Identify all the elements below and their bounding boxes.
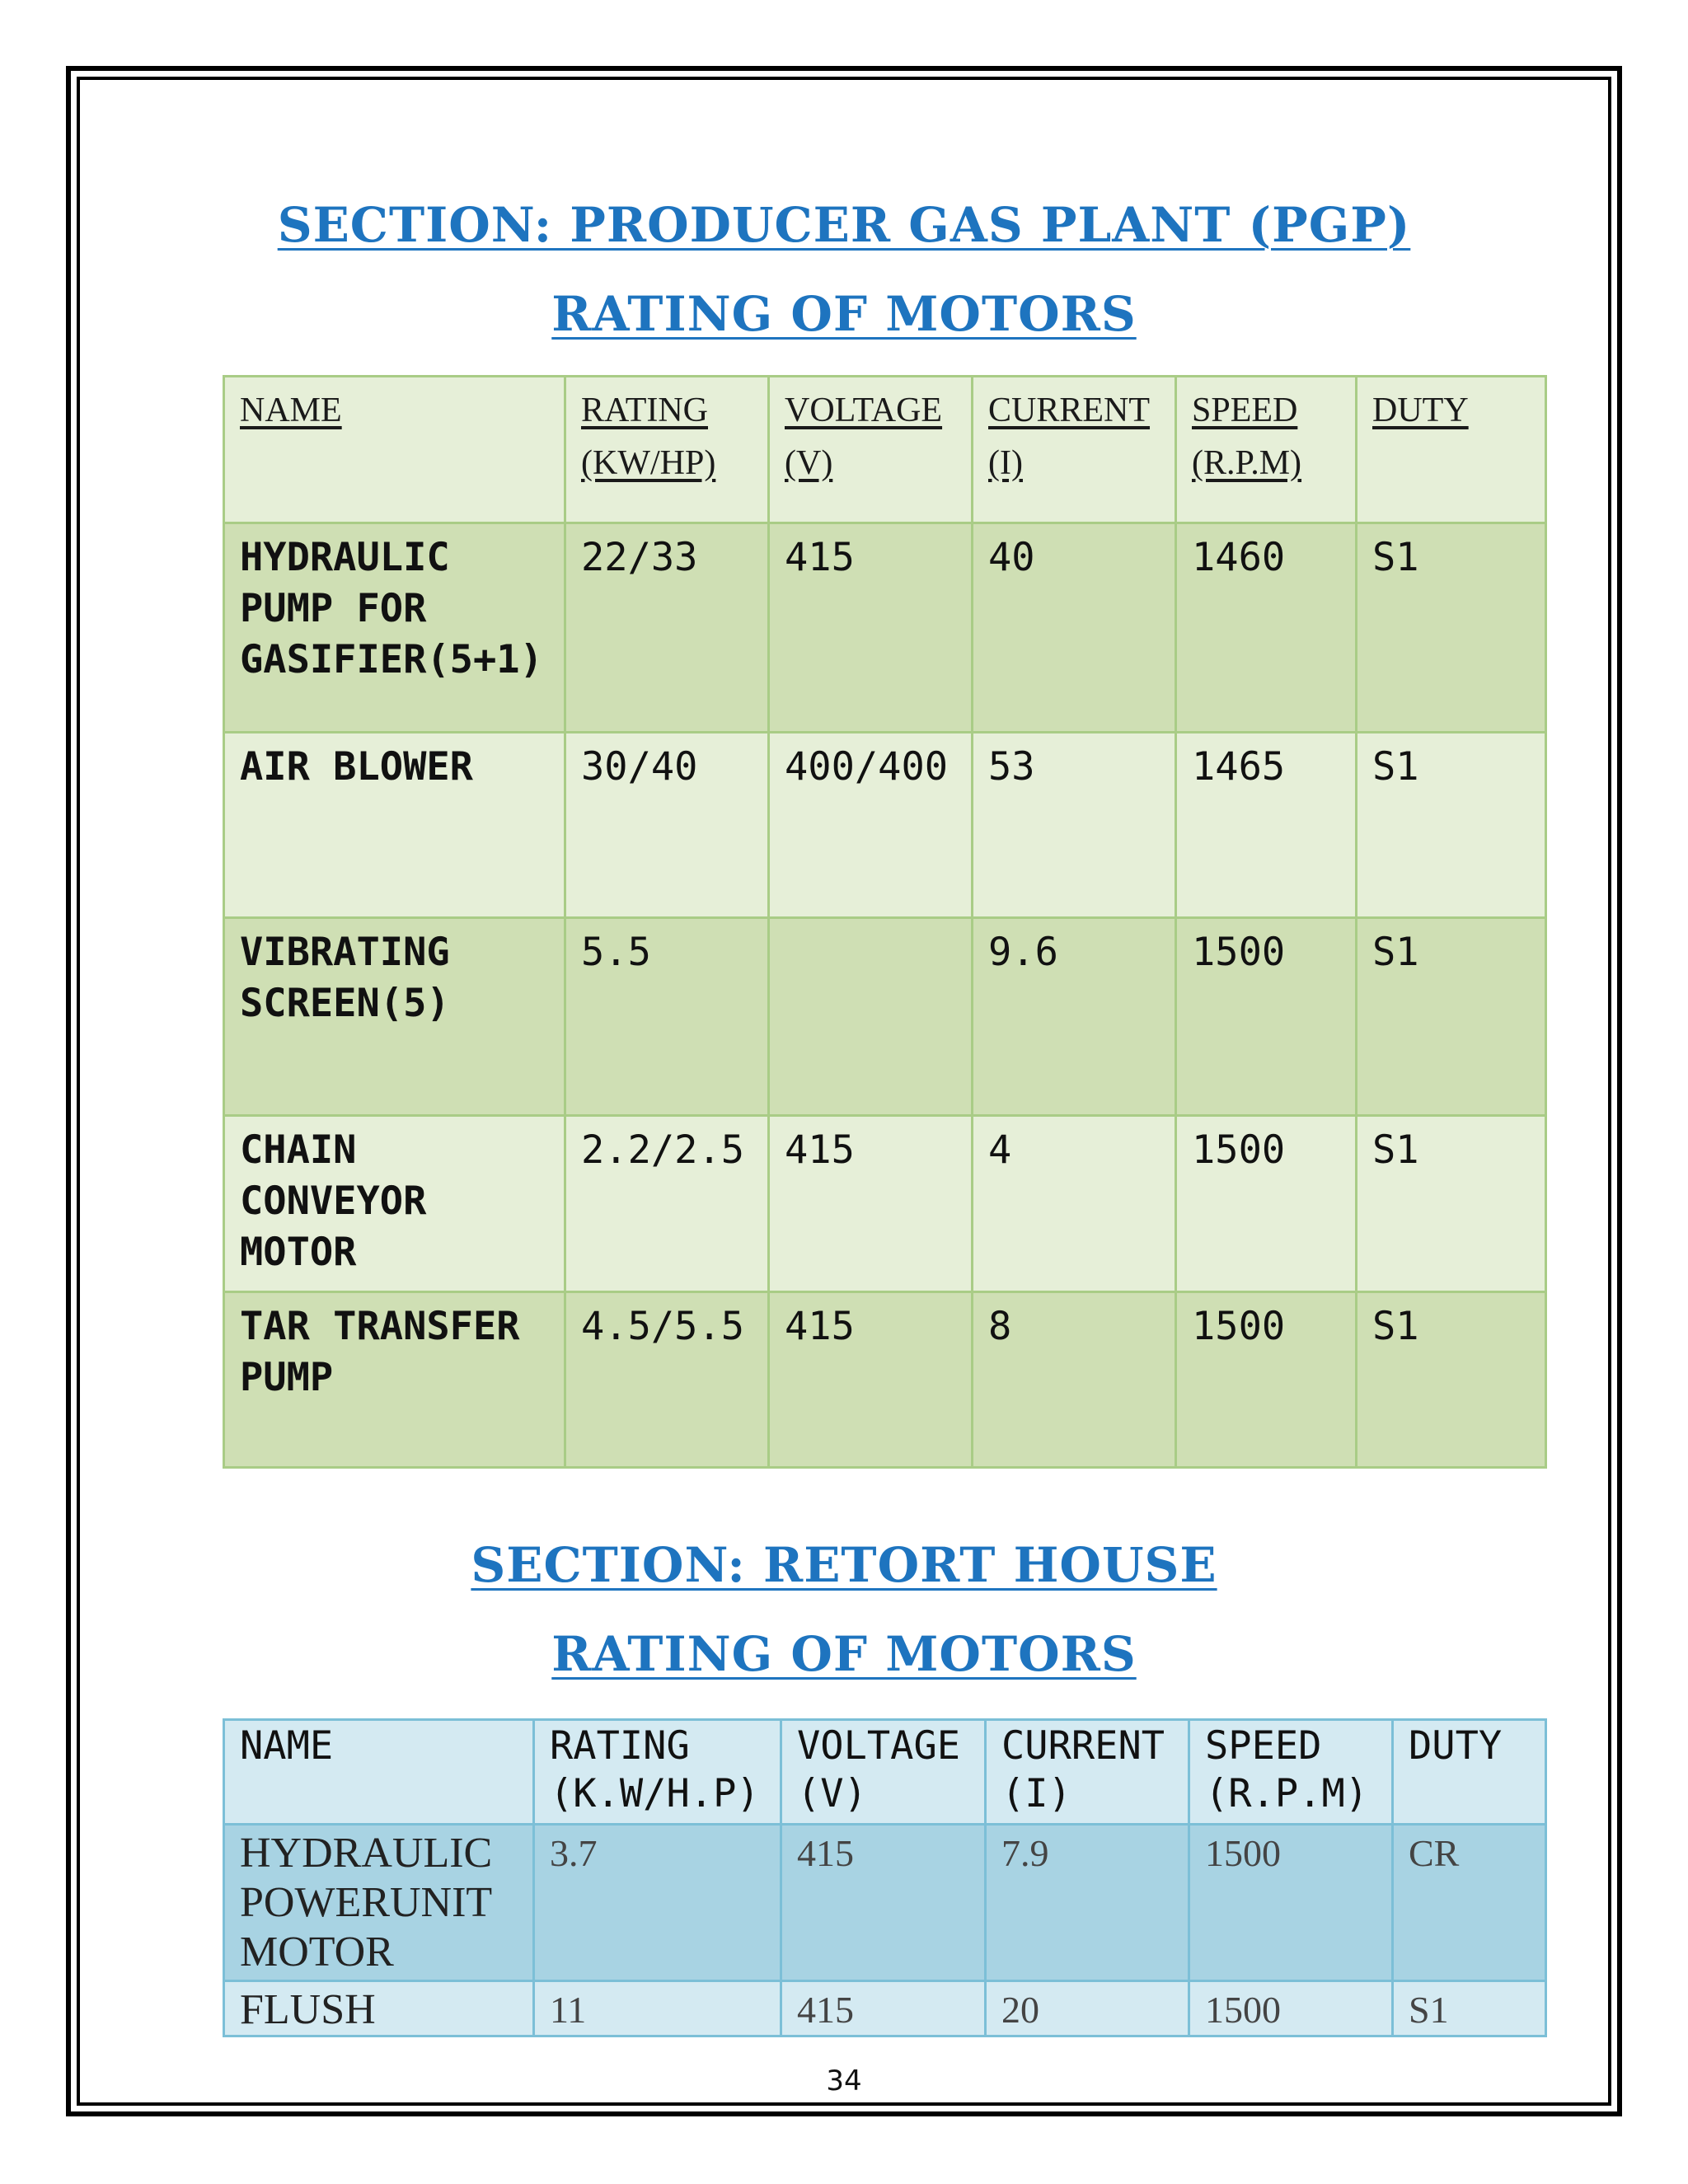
cell-voltage: 415 bbox=[769, 1292, 973, 1468]
cell-current: 9.6 bbox=[973, 918, 1176, 1116]
table-header-row bbox=[224, 377, 1546, 523]
retort-motor-table bbox=[223, 1718, 1547, 2037]
cell-voltage: 415 bbox=[781, 1825, 986, 1981]
cell-rating: 3.7 bbox=[534, 1825, 781, 1981]
cell-rating: 11 bbox=[534, 1981, 781, 2036]
header-duty: DUTY bbox=[1357, 377, 1546, 523]
cell-voltage: 415 bbox=[769, 1116, 973, 1292]
cell-current: 4 bbox=[973, 1116, 1176, 1292]
cell-name: TAR TRANSFER PUMP bbox=[224, 1292, 565, 1468]
cell-speed: 1500 bbox=[1176, 918, 1357, 1116]
header-current: CURRENT (I) bbox=[973, 377, 1176, 523]
cell-speed: 1465 bbox=[1176, 733, 1357, 918]
cell-voltage: 415 bbox=[769, 523, 973, 733]
cell-name: HYDRAULIC POWERUNIT MOTOR bbox=[224, 1825, 534, 1981]
header-current: CURRENT (I) bbox=[986, 1720, 1189, 1825]
header-speed: SPEED (R.P.M) bbox=[1176, 377, 1357, 523]
cell-current: 40 bbox=[973, 523, 1176, 733]
cell-current: 20 bbox=[986, 1981, 1189, 2036]
cell-rating: 30/40 bbox=[565, 733, 769, 918]
table-header-row bbox=[224, 1720, 1546, 1825]
cell-rating: 5.5 bbox=[565, 918, 769, 1116]
table-row bbox=[224, 1292, 1546, 1468]
section2-subtitle: RATING OF MOTORS bbox=[551, 1626, 1137, 1682]
cell-rating: 4.5/5.5 bbox=[565, 1292, 769, 1468]
cell-duty: S1 bbox=[1357, 1292, 1546, 1468]
table-row bbox=[224, 1825, 1546, 1981]
cell-voltage bbox=[769, 918, 973, 1116]
cell-rating: 22/33 bbox=[565, 523, 769, 733]
cell-name: HYDRAULIC PUMP FOR GASIFIER(5+1) bbox=[224, 523, 565, 733]
cell-speed: 1500 bbox=[1176, 1292, 1357, 1468]
cell-name: VIBRATING SCREEN(5) bbox=[224, 918, 565, 1116]
table-row bbox=[224, 523, 1546, 733]
page-number: 34 bbox=[826, 2064, 862, 2097]
cell-name: FLUSH bbox=[224, 1981, 534, 2036]
cell-current: 7.9 bbox=[986, 1825, 1189, 1981]
header-rating: RATING (KW/HP) bbox=[565, 377, 769, 523]
cell-duty: S1 bbox=[1357, 918, 1546, 1116]
table-row bbox=[224, 1981, 1546, 2036]
pgp-motor-table bbox=[223, 375, 1547, 1469]
cell-duty: S1 bbox=[1357, 523, 1546, 733]
header-name: NAME bbox=[224, 1720, 534, 1825]
section2-title: SECTION: RETORT HOUSE bbox=[471, 1537, 1217, 1593]
table-row bbox=[224, 1116, 1546, 1292]
table-row bbox=[224, 918, 1546, 1116]
cell-duty: CR bbox=[1393, 1825, 1546, 1981]
table-row bbox=[224, 733, 1546, 918]
cell-name: AIR BLOWER bbox=[224, 733, 565, 918]
cell-speed: 1460 bbox=[1176, 523, 1357, 733]
cell-speed: 1500 bbox=[1189, 1981, 1393, 2036]
section1-title: SECTION: PRODUCER GAS PLANT (PGP) bbox=[277, 197, 1411, 253]
cell-name: CHAIN CONVEYOR MOTOR bbox=[224, 1116, 565, 1292]
header-speed: SPEED (R.P.M) bbox=[1189, 1720, 1393, 1825]
cell-duty: S1 bbox=[1357, 1116, 1546, 1292]
cell-current: 53 bbox=[973, 733, 1176, 918]
cell-duty: S1 bbox=[1393, 1981, 1546, 2036]
header-voltage: VOLTAGE (V) bbox=[769, 377, 973, 523]
cell-speed: 1500 bbox=[1176, 1116, 1357, 1292]
section1-subtitle: RATING OF MOTORS bbox=[551, 286, 1137, 342]
cell-voltage: 415 bbox=[781, 1981, 986, 2036]
cell-rating: 2.2/2.5 bbox=[565, 1116, 769, 1292]
cell-current: 8 bbox=[973, 1292, 1176, 1468]
header-rating: RATING (K.W/H.P) bbox=[534, 1720, 781, 1825]
header-duty: DUTY bbox=[1393, 1720, 1546, 1825]
header-name: NAME bbox=[224, 377, 565, 523]
cell-speed: 1500 bbox=[1189, 1825, 1393, 1981]
header-voltage: VOLTAGE (V) bbox=[781, 1720, 986, 1825]
cell-voltage: 400/400 bbox=[769, 733, 973, 918]
cell-duty: S1 bbox=[1357, 733, 1546, 918]
